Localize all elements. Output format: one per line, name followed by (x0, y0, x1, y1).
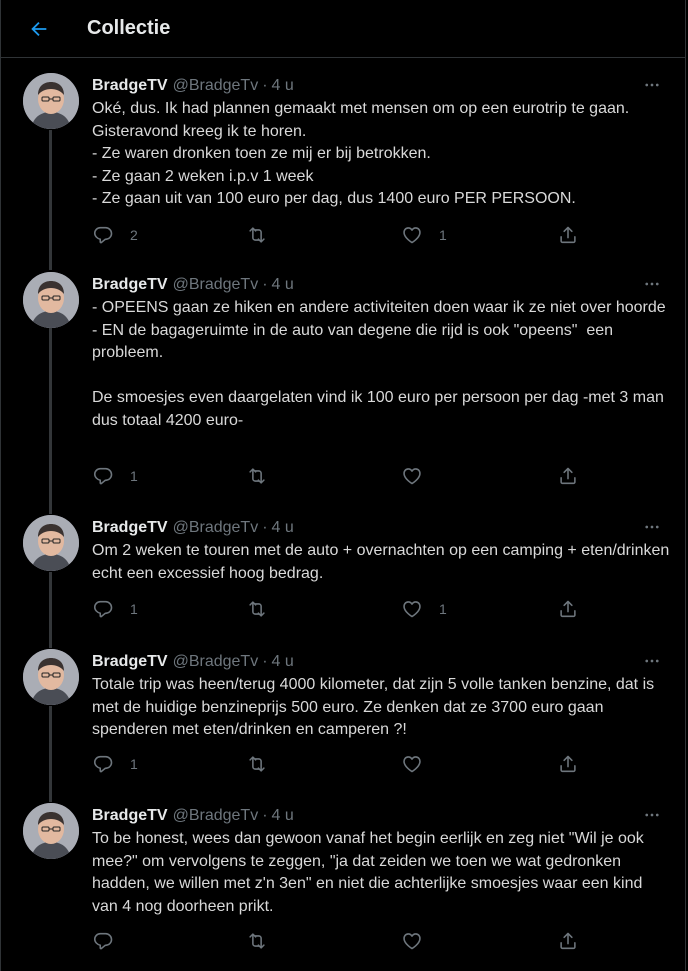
reply-count: 1 (130, 601, 138, 617)
user-handle[interactable]: @BradgeTv (172, 77, 259, 94)
like-count: 1 (439, 601, 447, 617)
avatar-photo (23, 272, 79, 328)
retweet-icon (246, 224, 268, 246)
retweet-button[interactable] (246, 929, 284, 953)
reply-count: 1 (130, 468, 138, 484)
tweet-text: Totale trip was heen/terug 4000 kilometer, dat zijn 5 volle tanken benzine, dat is met de huidige benzineprijs 500 euro. Ze denken dat ze 3700 euro gaan spenderen met eten/drinken en camperen ?! (92, 676, 659, 738)
timestamp[interactable]: 4 u (271, 77, 294, 94)
timestamp[interactable]: 4 u (271, 807, 294, 824)
like-icon (401, 930, 423, 952)
like-button[interactable] (401, 929, 439, 953)
like-button[interactable] (401, 597, 447, 621)
retweet-button[interactable] (246, 223, 284, 247)
tweet-header (92, 275, 665, 295)
reply-button[interactable] (92, 223, 138, 247)
back-button[interactable] (19, 9, 59, 49)
tweet-actions (92, 752, 592, 776)
more-horizontal-icon (643, 76, 661, 94)
tweet[interactable] (1, 257, 685, 500)
avatar-photo (23, 73, 79, 129)
reply-icon (92, 753, 114, 775)
tweet-actions (92, 464, 592, 488)
avatar[interactable] (23, 73, 79, 129)
share-icon (557, 598, 579, 620)
like-icon (401, 598, 423, 620)
reply-count: 1 (130, 756, 138, 772)
tweet-actions (92, 929, 592, 953)
user-handle[interactable]: @BradgeTv (172, 807, 259, 824)
tweet[interactable] (1, 58, 685, 258)
retweet-button[interactable] (246, 752, 284, 776)
tweet-header (92, 652, 665, 672)
like-count: 1 (439, 227, 447, 243)
more-options-button[interactable] (639, 802, 665, 828)
retweet-icon (246, 753, 268, 775)
display-name[interactable]: BradgeTV (92, 77, 168, 94)
tweet-text: To be honest, wees dan gewoon vanaf het begin eerlijk en zeg niet "Wil je ook mee?" om vervolgens te zeggen, "ja dat zeiden we toen we wat gedronken hadden, we willen met z'n 3en" en niet die achterlijke smoesjes waar een kind van 4 nog doorheen prikt. (92, 830, 649, 915)
share-icon (557, 465, 579, 487)
avatar[interactable] (23, 649, 79, 705)
top-bar (1, 0, 685, 58)
like-icon (401, 753, 423, 775)
separator-dot: · (262, 807, 268, 824)
display-name[interactable]: BradgeTV (92, 519, 168, 536)
like-button[interactable] (401, 752, 439, 776)
user-handle[interactable]: @BradgeTv (172, 276, 259, 293)
tweet-text: - OPEENS gaan ze hiken en andere activiteiten doen waar ik ze niet over hoorde - EN de bagageruimte in de auto van degene die rijd is ook "opeens" een probleem. De smoesjes even daargelaten vind ik 100 euro per persoon per dag -met 3 man dus totaal 4200 euro- (92, 299, 666, 429)
like-icon (401, 224, 423, 246)
tweet-text: Oké, dus. Ik had plannen gemaakt met mensen om op een eurotrip te gaan. Gisteravond kreeg ik te horen. - Ze waren dronken toen ze mij er bij betrokken. - Ze gaan 2 weken i.p.v 1 week - Ze gaan uit van 100 euro per dag, dus 1400 euro PER PERSOON. (92, 100, 630, 207)
avatar[interactable] (23, 803, 79, 859)
reply-icon (92, 930, 114, 952)
reply-button[interactable] (92, 752, 138, 776)
tweet[interactable] (1, 500, 685, 634)
reply-icon (92, 224, 114, 246)
timestamp[interactable]: 4 u (271, 653, 294, 670)
timestamp[interactable]: 4 u (271, 276, 294, 293)
like-icon (401, 465, 423, 487)
share-button[interactable] (557, 752, 579, 776)
share-button[interactable] (557, 464, 579, 488)
share-button[interactable] (557, 223, 579, 247)
tweet-actions (92, 223, 592, 247)
avatar[interactable] (23, 272, 79, 328)
retweet-icon (246, 598, 268, 620)
tweet-header (92, 806, 665, 826)
avatar-photo (23, 515, 79, 571)
retweet-icon (246, 465, 268, 487)
more-options-button[interactable] (639, 514, 665, 540)
more-horizontal-icon (643, 518, 661, 536)
share-icon (557, 224, 579, 246)
display-name[interactable]: BradgeTV (92, 807, 168, 824)
like-button[interactable] (401, 223, 447, 247)
more-options-button[interactable] (639, 72, 665, 98)
share-button[interactable] (557, 929, 579, 953)
more-options-button[interactable] (639, 271, 665, 297)
avatar[interactable] (23, 515, 79, 571)
reply-icon (92, 598, 114, 620)
like-button[interactable] (401, 464, 439, 488)
arrow-left-icon (28, 18, 50, 40)
more-horizontal-icon (643, 275, 661, 293)
retweet-button[interactable] (246, 597, 284, 621)
tweet-header (92, 518, 665, 538)
tweet-actions (92, 597, 592, 621)
user-handle[interactable]: @BradgeTv (172, 519, 259, 536)
separator-dot: · (262, 276, 268, 293)
reply-count: 2 (130, 227, 138, 243)
share-icon (557, 753, 579, 775)
retweet-button[interactable] (246, 464, 284, 488)
reply-icon (92, 465, 114, 487)
avatar-photo (23, 803, 79, 859)
tweet[interactable] (1, 634, 685, 788)
reply-button[interactable] (92, 464, 138, 488)
retweet-icon (246, 930, 268, 952)
timestamp[interactable]: 4 u (271, 519, 294, 536)
display-name[interactable]: BradgeTV (92, 276, 168, 293)
avatar-photo (23, 649, 79, 705)
separator-dot: · (262, 77, 268, 94)
reply-button[interactable] (92, 597, 138, 621)
separator-dot: · (262, 653, 268, 670)
separator-dot: · (262, 519, 268, 536)
share-icon (557, 930, 579, 952)
display-name[interactable]: BradgeTV (92, 653, 168, 670)
more-options-button[interactable] (639, 648, 665, 674)
reply-button[interactable] (92, 929, 130, 953)
page-title: Collectie (87, 17, 171, 39)
more-horizontal-icon (643, 652, 661, 670)
more-horizontal-icon (643, 806, 661, 824)
tweet[interactable] (1, 788, 685, 971)
tweet-text: Om 2 weken te touren met de auto + overnachten op een camping + eten/drinken echt een excessief hoog bedrag. (92, 542, 674, 582)
user-handle[interactable]: @BradgeTv (172, 653, 259, 670)
share-button[interactable] (557, 597, 579, 621)
tweet-header (92, 76, 665, 96)
